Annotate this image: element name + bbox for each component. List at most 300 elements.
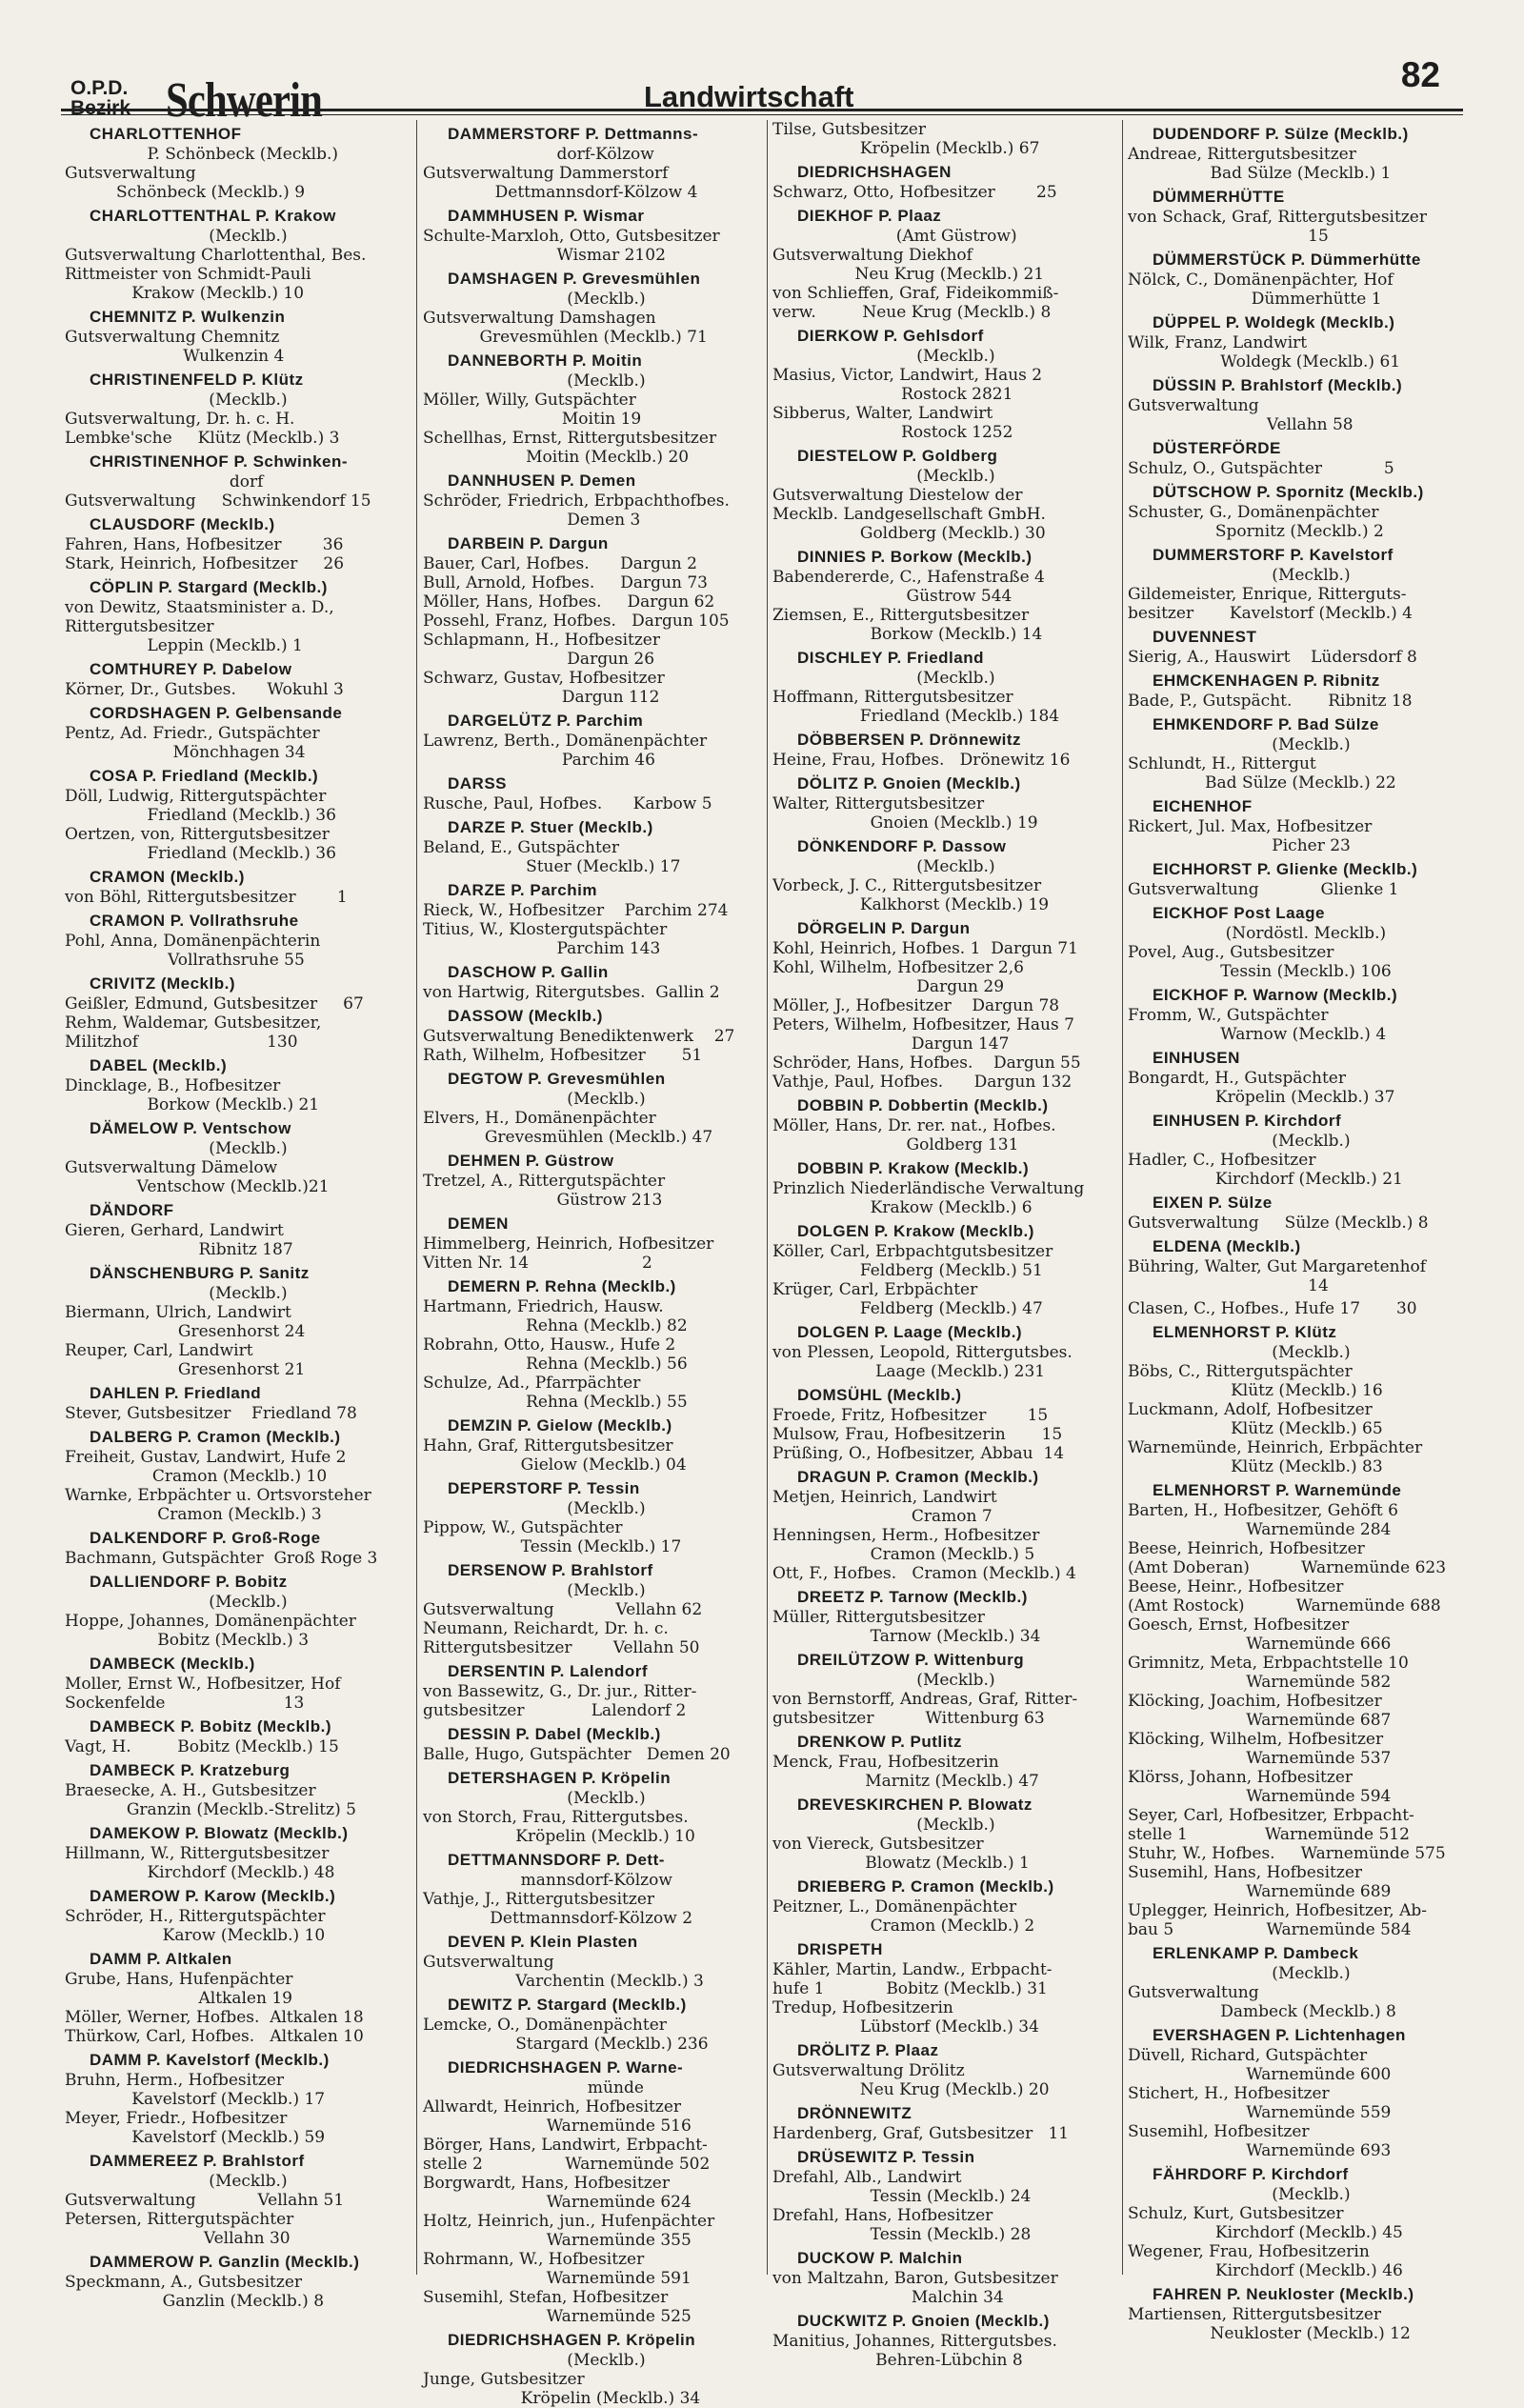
entry-line: bau 5 Warnemünde 584 — [1128, 1920, 1412, 1939]
entry-line: Allwardt, Heinrich, Hofbesitzer — [423, 2097, 682, 2117]
entry-line: Speckmann, A., Gutsbesitzer — [65, 2273, 303, 2292]
place-heading: DÖBBERSEN P. Drönnewitz — [797, 731, 1022, 749]
place-heading: CRIVITZ (Mecklb.) — [90, 974, 236, 993]
directory-entry — [65, 1760, 410, 1819]
entry-line: Friedland (Mecklb.) 184 — [772, 707, 1060, 726]
directory-entry — [423, 351, 762, 467]
place-heading: DEGTOW P. Grevesmühlen — [448, 1070, 666, 1088]
entry-line: Cramon 7 — [772, 1507, 993, 1526]
entry-line: Stever, Gutsbesitzer Friedland 78 — [65, 1404, 357, 1423]
entry-line: (Mecklb.) — [772, 1671, 995, 1690]
entry-line: Rohrmann, W., Hofbesitzer — [423, 2250, 645, 2269]
entry-line: Elvers, H., Domänenpächter — [423, 1109, 656, 1128]
place-heading: DRAGUN P. Cramon (Mecklb.) — [797, 1468, 1039, 1486]
entry-line: Grube, Hans, Hufenpächter — [65, 1970, 293, 1989]
entry-line: Rittergutsbesitzer — [65, 617, 214, 636]
place-heading: DRÖNNEWITZ — [797, 2104, 912, 2122]
entry-line: Möller, Hans, Dr. rer. nat., Hofbes. — [772, 1116, 1056, 1135]
entry-line: Neukloster (Mecklb.) 12 — [1128, 2324, 1411, 2343]
entry-line: Bull, Arnold, Hofbes. Dargun 73 — [423, 573, 708, 592]
entry-line: Drefahl, Hans, Hofbesitzer — [772, 2206, 993, 2225]
entry-line: Stuhr, W., Hofbes. Warnemünde 575 — [1128, 1844, 1446, 1863]
entry-line: (Mecklb.) — [772, 347, 995, 366]
entry-line: Klütz (Mecklb.) 83 — [1128, 1457, 1383, 1476]
directory-entry — [65, 1716, 410, 1756]
directory-entry — [772, 1322, 1117, 1381]
place-heading: DARZE P. Parchim — [448, 881, 597, 899]
entry-line: Neu Krug (Mecklb.) 21 — [772, 265, 1045, 284]
place-heading: DAMM P. Kavelstorf (Mecklb.) — [90, 2051, 330, 2069]
place-heading: DAMMEREEZ P. Brahlstorf — [90, 2152, 305, 2170]
directory-entry — [65, 867, 410, 907]
entry-line: Gutsverwaltung Vellahn 51 — [65, 2191, 345, 2210]
directory-entry — [1128, 1943, 1497, 2021]
entry-line: (Mecklb.) — [65, 391, 288, 410]
place-heading: DOBBIN P. Dobbertin (Mecklb.) — [797, 1096, 1049, 1114]
directory-entry — [65, 1118, 410, 1196]
entry-line: (Mecklb.) — [65, 1284, 288, 1303]
entry-line: Woldegk (Mecklb.) 61 — [1128, 352, 1401, 371]
entry-line: Bad Sülze (Mecklb.) 1 — [1128, 164, 1392, 183]
entry-line: Gutsverwaltung Benediktenwerk 27 — [423, 1027, 735, 1046]
place-heading: DARZE P. Stuer (Mecklb.) — [448, 818, 653, 836]
entry-line: Drefahl, Alb., Landwirt — [772, 2168, 962, 2187]
entry-line: Börger, Hans, Landwirt, Erbpacht- — [423, 2136, 708, 2155]
entry-line: Susemihl, Stefan, Hofbesitzer — [423, 2288, 669, 2307]
place-heading: DÖRGELIN P. Dargun — [797, 919, 971, 937]
place-heading: DAMMEROW P. Ganzlin (Mecklb.) — [90, 2253, 360, 2271]
place-heading: DUCKWITZ P. Gnoien (Mecklb.) — [797, 2312, 1050, 2330]
entry-line: Krakow (Mecklb.) 10 — [65, 284, 305, 303]
entry-line: (Mecklb.) — [423, 290, 646, 309]
place-heading: DUMMERSTORF P. Kavelstorf — [1153, 546, 1394, 564]
entry-line: Himmelberg, Heinrich, Hofbesitzer — [423, 1234, 714, 1254]
entry-line: Vathje, J., Rittergutsbesitzer — [423, 1890, 655, 1909]
place-heading: CRAMON P. Vollrathsruhe — [90, 912, 299, 930]
entry-line: (Mecklb.) — [772, 467, 995, 486]
entry-line: Vellahn 30 — [65, 2229, 291, 2248]
entry-line: Rostock 2821 — [772, 385, 1013, 404]
entry-line: Güstrow 213 — [423, 1191, 663, 1210]
entry-line: besitzer Kavelstorf (Mecklb.) 4 — [1128, 604, 1413, 623]
entry-line: Stark, Heinrich, Hofbesitzer 26 — [65, 554, 345, 573]
entry-line: Schlapmann, H., Hofbesitzer — [423, 631, 660, 650]
directory-entry — [772, 730, 1117, 770]
entry-line: Gutsverwaltung, Dr. h. c. H. — [65, 410, 295, 429]
directory-entry — [772, 1095, 1117, 1154]
entry-line: Sibberus, Walter, Landwirt — [772, 404, 993, 423]
place-heading: DIEDRICHSHAGEN P. Kröpelin — [448, 2331, 696, 2349]
entry-line: Seyer, Carl, Hofbesitzer, Erbpacht- — [1128, 1806, 1414, 1825]
place-heading: EINHUSEN P. Kirchdorf — [1153, 1112, 1342, 1130]
entry-line: Dargun 26 — [423, 650, 655, 669]
entry-line: Schwarz, Gustav, Hofbesitzer — [423, 669, 665, 688]
directory-entry — [1128, 627, 1497, 667]
entry-line: Cramon (Mecklb.) 5 — [772, 1545, 1035, 1564]
entry-line: (Mecklb.) — [772, 1816, 995, 1835]
entry-line: Gutsverwaltung Dämelow — [65, 1158, 278, 1177]
entry-line: Possehl, Franz, Hofbes. Dargun 105 — [423, 612, 730, 631]
entry-line: Altkalen 19 — [65, 1989, 292, 2008]
entry-line: von Maltzahn, Baron, Gutsbesitzer — [772, 2269, 1058, 2288]
column-1 — [65, 120, 410, 2311]
place-heading: DETTMANNSDORF P. Dett- — [448, 1851, 665, 1869]
entry-line: Feldberg (Mecklb.) 47 — [772, 1299, 1043, 1318]
entry-line: Möller, Hans, Hofbes. Dargun 62 — [423, 592, 715, 612]
entry-line: Kröpelin (Mecklb.) 67 — [772, 139, 1040, 158]
place-heading: DINNIES P. Borkow (Mecklb.) — [797, 548, 1033, 566]
entry-line: Wulkenzin 4 — [65, 347, 285, 366]
directory-entry — [772, 2311, 1117, 2370]
entry-line: Hahn, Graf, Rittergutsbesitzer — [423, 1436, 673, 1455]
directory-entry — [65, 1427, 410, 1524]
entry-line: Kohl, Wilhelm, Hofbesitzer 2,6 — [772, 958, 1024, 977]
entry-line: gutsbesitzer Lalendorf 2 — [423, 1701, 687, 1720]
place-heading: DRÖLITZ P. Plaaz — [797, 2041, 939, 2059]
directory-entry — [423, 124, 762, 202]
place-heading: EICHHORST P. Glienke (Mecklb.) — [1153, 860, 1418, 878]
entry-line: Hardenberg, Graf, Gutsbesitzer 11 — [772, 2124, 1070, 2143]
entry-line: Tilse, Gutsbesitzer — [772, 120, 926, 139]
entry-line: Oertzen, von, Rittergutsbesitzer — [65, 825, 330, 844]
entry-line: Tretzel, A., Rittergutspächter — [423, 1172, 666, 1191]
entry-line: Rehm, Waldemar, Gutsbesitzer, — [65, 1013, 322, 1033]
place-heading: DÄNSCHENBURG P. Sanitz — [90, 1264, 310, 1282]
directory-entry — [772, 918, 1117, 1092]
entry-line: von Dewitz, Staatsminister a. D., — [65, 598, 334, 617]
entry-line: Köller, Carl, Erbpachtgutsbesitzer — [772, 1242, 1053, 1261]
entry-line: (Mecklb.) — [772, 857, 995, 876]
entry-line: Demen 3 — [423, 511, 641, 530]
place-heading: DRISPETH — [797, 1940, 883, 1958]
entry-line: Bongardt, H., Gutspächter — [1128, 1069, 1346, 1088]
entry-line: Güstrow 544 — [772, 587, 1013, 606]
directory-entry — [772, 1876, 1117, 1936]
entry-line: Gutsverwaltung Chemnitz — [65, 328, 280, 347]
entry-line: (Mecklb.) — [1128, 1964, 1351, 1983]
entry-line: Vellahn 58 — [1128, 415, 1354, 434]
entry-line: Neu Krug (Mecklb.) 20 — [772, 2080, 1050, 2099]
directory-entry — [423, 2330, 762, 2408]
directory-entry — [772, 1587, 1117, 1646]
place-heading: DASCHOW P. Gallin — [448, 963, 609, 981]
place-heading: DREVESKIRCHEN P. Blowatz — [797, 1796, 1033, 1814]
entry-line: Rehna (Mecklb.) 55 — [423, 1393, 688, 1412]
entry-line: Gutsverwaltung Sülze (Mecklb.) 8 — [1128, 1214, 1429, 1233]
entry-line: Balle, Hugo, Gutspächter Demen 20 — [423, 1745, 731, 1764]
entry-line: Henningsen, Herm., Hofbesitzer — [772, 1526, 1040, 1545]
entry-line: Gutsverwaltung Drölitz — [772, 2061, 965, 2080]
entry-line: Dincklage, B., Hofbesitzer — [65, 1076, 281, 1095]
place-heading: DEVEN P. Klein Plasten — [448, 1933, 638, 1951]
directory-entry — [1128, 375, 1497, 434]
entry-line: Hoffmann, Rittergutsbesitzer — [772, 688, 1013, 707]
entry-line: (Mecklb.) — [65, 227, 288, 246]
place-heading: DAMMERSTORF P. Dettmanns- — [448, 125, 699, 143]
entry-line: Susemihl, Hofbesitzer — [1128, 2122, 1310, 2141]
entry-line: Schulte-Marxloh, Otto, Gutsbesitzer — [423, 227, 720, 246]
entry-line: Parchim 143 — [423, 939, 661, 958]
entry-line: (Mecklb.) — [423, 1789, 646, 1808]
entry-line: Moller, Ernst W., Hofbesitzer, Hof — [65, 1675, 341, 1694]
place-heading: DARSS — [448, 774, 508, 793]
entry-line: (Mecklb.) — [423, 1581, 646, 1600]
entry-line: Bad Sülze (Mecklb.) 22 — [1128, 773, 1396, 793]
entry-line: Andreae, Rittergutsbesitzer — [1128, 145, 1356, 164]
entry-line: Luckmann, Adolf, Hofbesitzer — [1128, 1400, 1373, 1419]
entry-line: mannsdorf-Kölzow — [423, 1871, 672, 1890]
place-heading: DAHLEN P. Friedland — [90, 1384, 262, 1402]
entry-line: Dargun 147 — [772, 1034, 1010, 1054]
entry-line: Peters, Wilhelm, Hofbesitzer, Haus 7 — [772, 1015, 1074, 1034]
entry-line: Stuer (Mecklb.) 17 — [423, 857, 681, 876]
directory-entry — [65, 911, 410, 970]
entry-line: von Hartwig, Ritergutsbes. Gallin 2 — [423, 983, 720, 1002]
entry-line: Lübstorf (Mecklb.) 34 — [772, 2017, 1039, 2037]
entry-line: (Mecklb.) — [1128, 735, 1351, 754]
directory-entry — [65, 370, 410, 448]
entry-line: Wegener, Frau, Hofbesitzerin — [1128, 2242, 1370, 2261]
entry-line: Barten, H., Hofbesitzer, Gehöft 6 — [1128, 1501, 1398, 1520]
place-heading: DAMBECK P. Bobitz (Mecklb.) — [90, 1717, 332, 1736]
entry-line: Meyer, Friedr., Hofbesitzer — [65, 2109, 288, 2128]
entry-line: Ganzlin (Mecklb.) 8 — [65, 2292, 325, 2311]
directory-entry — [65, 973, 410, 1052]
entry-line: Ventschow (Mecklb.)21 — [65, 1177, 330, 1196]
directory-entry — [423, 1478, 762, 1556]
entry-line: Metjen, Heinrich, Landwirt — [772, 1488, 997, 1507]
entry-line: Warnemünde 582 — [1128, 1673, 1392, 1692]
directory-entry — [65, 766, 410, 863]
entry-line: Kähler, Martin, Landw., Erbpacht- — [772, 1960, 1053, 1979]
place-heading: DANNHUSEN P. Demen — [448, 472, 636, 490]
directory-entry — [1128, 2025, 1497, 2160]
place-heading: DÜTSCHOW P. Spornitz (Mecklb.) — [1153, 483, 1424, 501]
entry-line: Kirchdorf (Mecklb.) 45 — [1128, 2223, 1403, 2242]
place-heading: DÜMMERSTÜCK P. Dümmerhütte — [1153, 251, 1421, 269]
column-2 — [423, 120, 762, 2408]
place-heading: ELMENHORST P. Klütz — [1153, 1323, 1337, 1341]
entry-line: (Mecklb.) — [1128, 1343, 1351, 1362]
entry-line: Marnitz (Mecklb.) 47 — [772, 1772, 1039, 1791]
entry-line: Warnemünde 594 — [1128, 1787, 1392, 1806]
entry-line: Warnemünde 355 — [423, 2231, 692, 2250]
entry-line: Blowatz (Mecklb.) 1 — [772, 1854, 1030, 1873]
entry-line: Rittmeister von Schmidt-Pauli — [65, 265, 311, 284]
entry-line: Fromm, W., Gutspächter — [1128, 1006, 1329, 1025]
entry-line: Schönbeck (Mecklb.) 9 — [65, 183, 306, 202]
entry-line: dorf-Kölzow — [423, 145, 654, 164]
entry-line: Clasen, C., Hofbes., Hufe 17 30 — [1128, 1299, 1417, 1318]
entry-line: Uplegger, Heinrich, Hofbesitzer, Ab- — [1128, 1901, 1427, 1920]
entry-line: von Plessen, Leopold, Rittergutsbes. — [772, 1343, 1073, 1362]
directory-entry — [423, 1661, 762, 1720]
directory-entry — [65, 1823, 410, 1882]
entry-line: Schuster, G., Domänenpächter — [1128, 503, 1379, 522]
place-heading: DRENKOW P. Putlitz — [797, 1733, 963, 1751]
entry-line: Warnemünde 666 — [1128, 1635, 1392, 1654]
directory-entry — [65, 1886, 410, 1945]
entry-line: Dambeck (Mecklb.) 8 — [1128, 2002, 1396, 2021]
entry-line: Freiheit, Gustav, Landwirt, Hufe 2 — [65, 1448, 347, 1467]
entry-line: Warnemünde 624 — [423, 2193, 692, 2212]
place-heading: DEMERN P. Rehna (Mecklb.) — [448, 1277, 676, 1295]
place-heading: DAMM P. Altkalen — [90, 1950, 232, 1968]
directory-entry — [772, 836, 1117, 914]
place-heading: DÜMMERHÜTTE — [1153, 188, 1285, 206]
place-heading: DALBERG P. Cramon (Mecklb.) — [90, 1428, 341, 1446]
place-heading: DEHMEN P. Güstrow — [448, 1152, 614, 1170]
entry-line: Warnke, Erbpächter u. Ortsvorsteher — [65, 1486, 371, 1505]
entry-line: Froede, Fritz, Hofbesitzer 15 — [772, 1406, 1049, 1425]
place-heading: DOBBIN P. Krakow (Mecklb.) — [797, 1159, 1030, 1177]
entry-line: Krakow (Mecklb.) 6 — [772, 1198, 1033, 1217]
entry-line: Gutsverwaltung — [1128, 396, 1259, 415]
directory-entry — [423, 1151, 762, 1210]
entry-line: Menck, Frau, Hofbesitzerin — [772, 1753, 999, 1772]
entry-line: Warnemünde 525 — [423, 2307, 692, 2326]
entry-line: Klöcking, Wilhelm, Hofbesitzer — [1128, 1730, 1384, 1749]
directory-entry — [423, 1724, 762, 1764]
entry-line: Möller, Werner, Hofbes. Altkalen 18 — [65, 2008, 364, 2027]
directory-entry — [65, 1263, 410, 1379]
place-heading: CHRISTINENFELD P. Klütz — [90, 371, 304, 389]
directory-entry — [1128, 985, 1497, 1044]
entry-line: Tessin (Mecklb.) 106 — [1128, 962, 1392, 981]
entry-line: Kröpelin (Mecklb.) 34 — [423, 2389, 701, 2408]
column-divider — [416, 120, 417, 2275]
entry-line: Schröder, Hans, Hofbes. Dargun 55 — [772, 1054, 1081, 1073]
entry-line: Gnoien (Mecklb.) 19 — [772, 813, 1038, 833]
page-header — [61, 50, 1463, 128]
entry-line: Bachmann, Gutspächter Groß Roge 3 — [65, 1549, 378, 1568]
place-heading: DUCKOW P. Malchin — [797, 2249, 963, 2267]
entry-line: Stichert, H., Hofbesitzer — [1128, 2084, 1330, 2103]
directory-entry — [65, 2252, 410, 2311]
entry-line: (Amt Rostock) Warnemünde 688 — [1128, 1596, 1441, 1615]
entry-line: Schellhas, Ernst, Rittergutsbesitzer — [423, 429, 717, 448]
directory-entry — [1128, 1322, 1497, 1476]
directory-entry — [423, 1560, 762, 1657]
entry-line: (Mecklb.) — [423, 1090, 646, 1109]
directory-entry — [423, 1768, 762, 1846]
place-heading: DISCHLEY P. Friedland — [797, 649, 984, 667]
place-heading: ELDENA (Mecklb.) — [1153, 1237, 1301, 1255]
place-heading: DRIEBERG P. Cramon (Mecklb.) — [797, 1877, 1054, 1896]
directory-entry — [65, 1949, 410, 2046]
place-heading: DIESTELOW P. Goldberg — [797, 447, 998, 465]
directory-entry — [1128, 545, 1497, 623]
entry-line: Bühring, Walter, Gut Margaretenhof — [1128, 1257, 1427, 1276]
place-heading: EHMCKENHAGEN P. Ribnitz — [1153, 672, 1380, 690]
entry-line: Hillmann, W., Rittergutsbesitzer — [65, 1844, 330, 1863]
entry-line: Vagt, H. Bobitz (Mecklb.) 15 — [65, 1737, 339, 1756]
directory-entry — [423, 1415, 762, 1475]
entry-line: Varchentin (Mecklb.) 3 — [423, 1972, 704, 1991]
column-4 — [1128, 120, 1497, 2343]
entry-line: Friedland (Mecklb.) 36 — [65, 844, 336, 863]
place-heading: DAMEROW P. Karow (Mecklb.) — [90, 1887, 336, 1905]
place-heading: EINHUSEN — [1153, 1049, 1240, 1067]
entry-line: Behren-Lübchin 8 — [772, 2351, 1023, 2370]
place-heading: ELMENHORST P. Warnemünde — [1153, 1481, 1402, 1499]
entry-line: Robrahn, Otto, Hausw., Hufe 2 — [423, 1335, 676, 1354]
entry-line: Schröder, Friedrich, Erbpachthofbes. — [423, 492, 730, 511]
entry-line: Reuper, Carl, Landwirt — [65, 1341, 253, 1360]
entry-line: Lemcke, O., Domänenpächter — [423, 2016, 667, 2035]
directory-entry — [1128, 1480, 1497, 1939]
place-heading: DERSENOW P. Brahlstorf — [448, 1561, 653, 1579]
place-heading: DAMBECK (Mecklb.) — [90, 1655, 255, 1673]
entry-line: Gresenhorst 24 — [65, 1322, 306, 1341]
entry-line: Dettmannsdorf-Kölzow 2 — [423, 1909, 693, 1928]
entry-line: Manitius, Johannes, Rittergutsbes. — [772, 2332, 1057, 2351]
entry-line: 15 — [1128, 227, 1329, 246]
entry-line: Hoppe, Johannes, Domänenpächter — [65, 1612, 356, 1631]
entry-line: Biermann, Ulrich, Landwirt — [65, 1303, 291, 1322]
entry-line: (Amt Doberan) Warnemünde 623 — [1128, 1558, 1447, 1577]
place-heading: EHMKENDORF P. Bad Sülze — [1153, 715, 1379, 733]
entry-line: Braesecke, A. H., Gutsbesitzer — [65, 1781, 316, 1800]
directory-entry — [772, 1385, 1117, 1463]
directory-entry — [423, 1276, 762, 1412]
directory-entry — [1128, 187, 1497, 246]
entry-line: Pippow, W., Gutspächter — [423, 1518, 623, 1537]
entry-line: Warnemünde 516 — [423, 2117, 692, 2136]
entry-line: Mönchhagen 34 — [65, 743, 306, 762]
entry-line: Bruhn, Herm., Hofbesitzer — [65, 2071, 285, 2090]
directory-entry — [65, 1383, 410, 1423]
entry-line: Hadler, C., Hofbesitzer — [1128, 1151, 1316, 1170]
entry-line: Bauer, Carl, Hofbes. Dargun 2 — [423, 554, 697, 573]
entry-line: Kavelstorf (Mecklb.) 17 — [65, 2090, 326, 2109]
entry-line: von Bassewitz, G., Dr. jur., Ritter- — [423, 1682, 697, 1701]
entry-line: Gildemeister, Enrique, Ritterguts- — [1128, 585, 1407, 604]
entry-line: Bobitz (Mecklb.) 3 — [65, 1631, 310, 1650]
directory-entry — [423, 817, 762, 876]
directory-entry — [423, 773, 762, 813]
directory-entry — [772, 1732, 1117, 1791]
entry-line: Masius, Victor, Landwirt, Haus 2 — [772, 366, 1043, 385]
entry-line: Pohl, Anna, Domänenpächterin — [65, 932, 321, 951]
entry-line: Rittergutsbesitzer Vellahn 50 — [423, 1638, 700, 1657]
place-heading: DOMSÜHL (Mecklb.) — [797, 1386, 962, 1404]
place-heading: DAMEKOW P. Blowatz (Mecklb.) — [90, 1824, 349, 1842]
place-heading: DIERKOW P. Gehlsdorf — [797, 327, 984, 345]
entry-line: Prüßing, O., Hofbesitzer, Abbau 14 — [772, 1444, 1065, 1463]
entry-line: P. Schönbeck (Mecklb.) — [65, 145, 339, 164]
directory-entry — [1128, 312, 1497, 371]
entry-line: dorf — [65, 472, 264, 492]
entry-line: Stargard (Mecklb.) 236 — [423, 2035, 709, 2054]
entry-line: Warnemünde 689 — [1128, 1882, 1392, 1901]
entry-line: Schlundt, H., Rittergut — [1128, 754, 1316, 773]
directory-entry — [772, 206, 1117, 322]
directory-entry — [1128, 482, 1497, 541]
entry-line: Grevesmühlen (Mecklb.) 47 — [423, 1128, 713, 1147]
entry-line: Böbs, C., Rittergutspächter — [1128, 1362, 1353, 1381]
directory-entry — [65, 577, 410, 655]
place-heading: EVERSHAGEN P. Lichtenhagen — [1153, 2026, 1406, 2044]
directory-entry — [1128, 250, 1497, 309]
entry-line: Döll, Ludwig, Rittergutspächter — [65, 787, 327, 806]
entry-line: Neumann, Reichardt, Dr. h. c. — [423, 1619, 669, 1638]
entry-line: Gutsverwaltung Vellahn 62 — [423, 1600, 703, 1619]
entry-line: Dargun 29 — [772, 977, 1005, 996]
entry-line: Kirchdorf (Mecklb.) 21 — [1128, 1170, 1403, 1189]
entry-line: Leppin (Mecklb.) 1 — [65, 636, 303, 655]
entry-line: Rostock 1252 — [772, 423, 1013, 442]
